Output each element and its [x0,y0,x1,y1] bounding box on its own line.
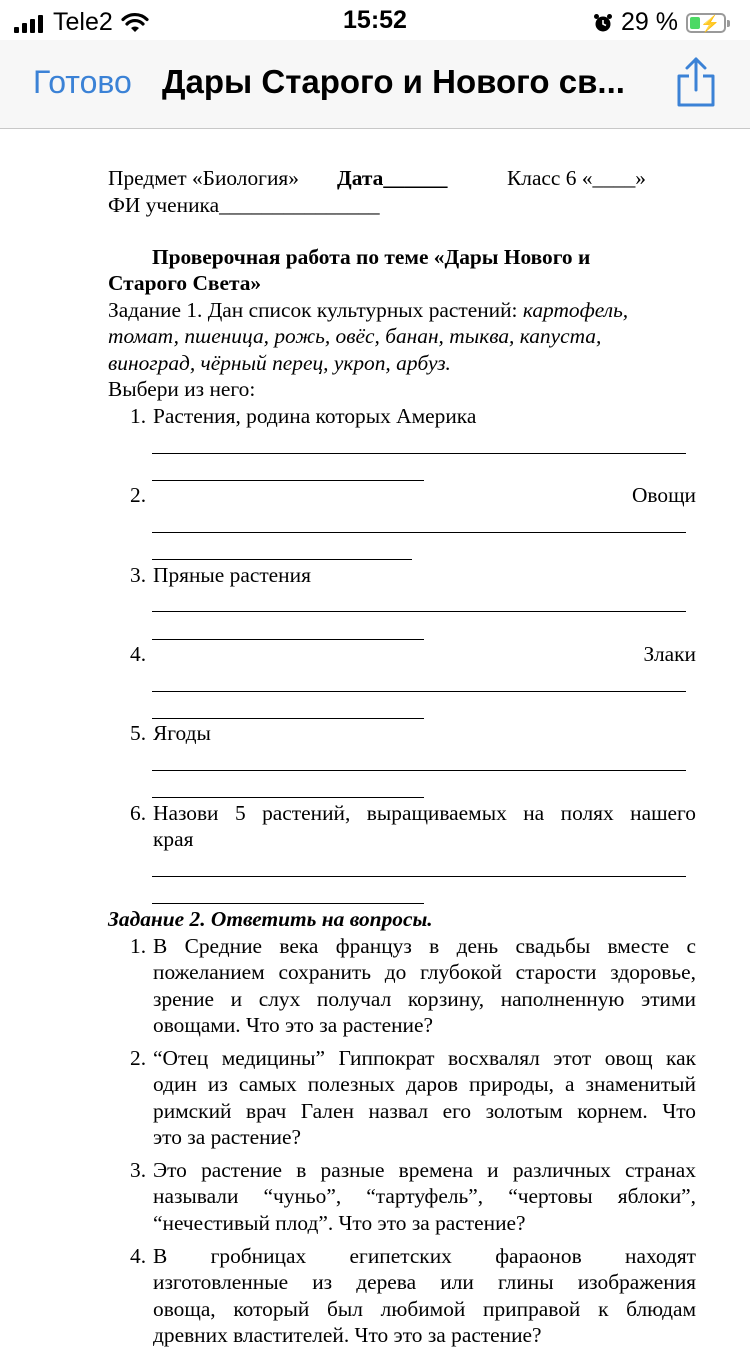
status-bar [0,0,750,40]
work-title-line1: Проверочная работа по теме «Дары Нового и [152,245,591,269]
item1-number: 1. [130,404,147,428]
item6-number: 6. [130,801,147,825]
q3-number: 3. [130,1158,147,1182]
answer-line[interactable] [152,876,686,877]
q2-number: 2. [130,1046,147,1070]
q1-line4: овощами. Что это за растение? [153,1013,433,1037]
work-title-line2: Старого Света» [108,271,262,295]
answer-line[interactable] [152,611,686,612]
date-field: Дата______ [337,166,448,190]
answer-line[interactable] [152,532,686,533]
q4-line2: изготовленные из дерева или глины изображения [153,1270,696,1294]
student-name-field: ФИ ученика_______________ [108,193,380,217]
q1-line2: пожеланием сохранить до глубокой старости здоровье, [153,960,696,984]
q3-line1: Это растение в разные времена и различных странах [153,1158,696,1182]
document-title: Дары Старого и Нового св... [162,63,625,100]
q4-line1: В гробницах египетских фараонов находят [153,1244,696,1268]
battery-percent: 29 % [621,8,678,36]
answer-line[interactable] [152,480,424,481]
item5-number: 5. [130,721,147,745]
item2-label: Овощи [631,483,696,507]
q4-line3: овоща, который был любимой приправой к блюдам [153,1297,696,1321]
task1-intro: Задание 1. Дан список культурных растений: картофель, [108,298,629,322]
clock: 15:52 [343,6,407,34]
battery-icon: ⚡ [686,13,726,33]
task2-heading: Задание 2. Ответить на вопросы. [108,907,433,931]
answer-line[interactable] [152,453,686,454]
item3-label: Пряные растения [153,563,311,587]
class-field: Класс 6 «____» [507,166,646,190]
item2-number: 2. [130,483,147,507]
q3-line2: называли “чуньо”, “тартуфель”, “чертовы яблоки”, [153,1184,696,1208]
q1-number: 1. [130,934,147,958]
navigation-bar [0,40,750,129]
q3-line3: “нечестивый плод”. Что это за растение? [153,1211,526,1235]
answer-line[interactable] [152,559,412,560]
done-button[interactable]: Готово [33,64,132,100]
answer-line[interactable] [152,691,686,692]
item1-label: Растения, родина которых Америка [153,404,477,428]
q2-line1: “Отец медицины” Гиппократ восхвалял этот овощ как [153,1046,696,1070]
answer-line[interactable] [152,903,424,904]
task1-choose: Выбери из него: [108,377,256,401]
q2-line2: один из самых полезных даров природы, а знаменитый [153,1072,696,1096]
subject-label: Предмет «Биология» [108,166,299,190]
alarm-icon [593,13,613,33]
item5-label: Ягоды [153,721,211,745]
answer-line[interactable] [152,770,686,771]
carrier-name: Tele2 [53,8,113,36]
q4-line4: древних властителей. Что это за растение? [153,1323,542,1347]
item6-label-line1: Назови 5 растений, выращиваемых на полях нашего [153,801,696,825]
status-right [593,8,726,37]
task1-plants-line2: томат, пшеница, рожь, овёс, банан, тыква, капуста, [108,324,602,348]
answer-line[interactable] [152,797,424,798]
item4-label: Злаки [643,642,696,666]
q2-line3: римский врач Гален назвал его золотым корнем. Что [153,1099,696,1123]
q1-line3: зрение и слух получал корзину, наполненную этими [153,987,696,1011]
answer-line[interactable] [152,718,424,719]
q4-number: 4. [130,1244,147,1268]
q2-line4: это за растение? [153,1125,301,1149]
document-page[interactable] [0,129,750,1347]
share-icon[interactable] [674,56,718,108]
item6-label-line2: края [153,827,194,851]
item3-number: 3. [130,563,147,587]
item4-number: 4. [130,642,147,666]
q1-line1: В Средние века француз в день свадьбы вместе с [153,934,696,958]
task1-plants-line3: виноград, чёрный перец, укроп, арбуз. [108,351,451,375]
answer-line[interactable] [152,639,424,640]
